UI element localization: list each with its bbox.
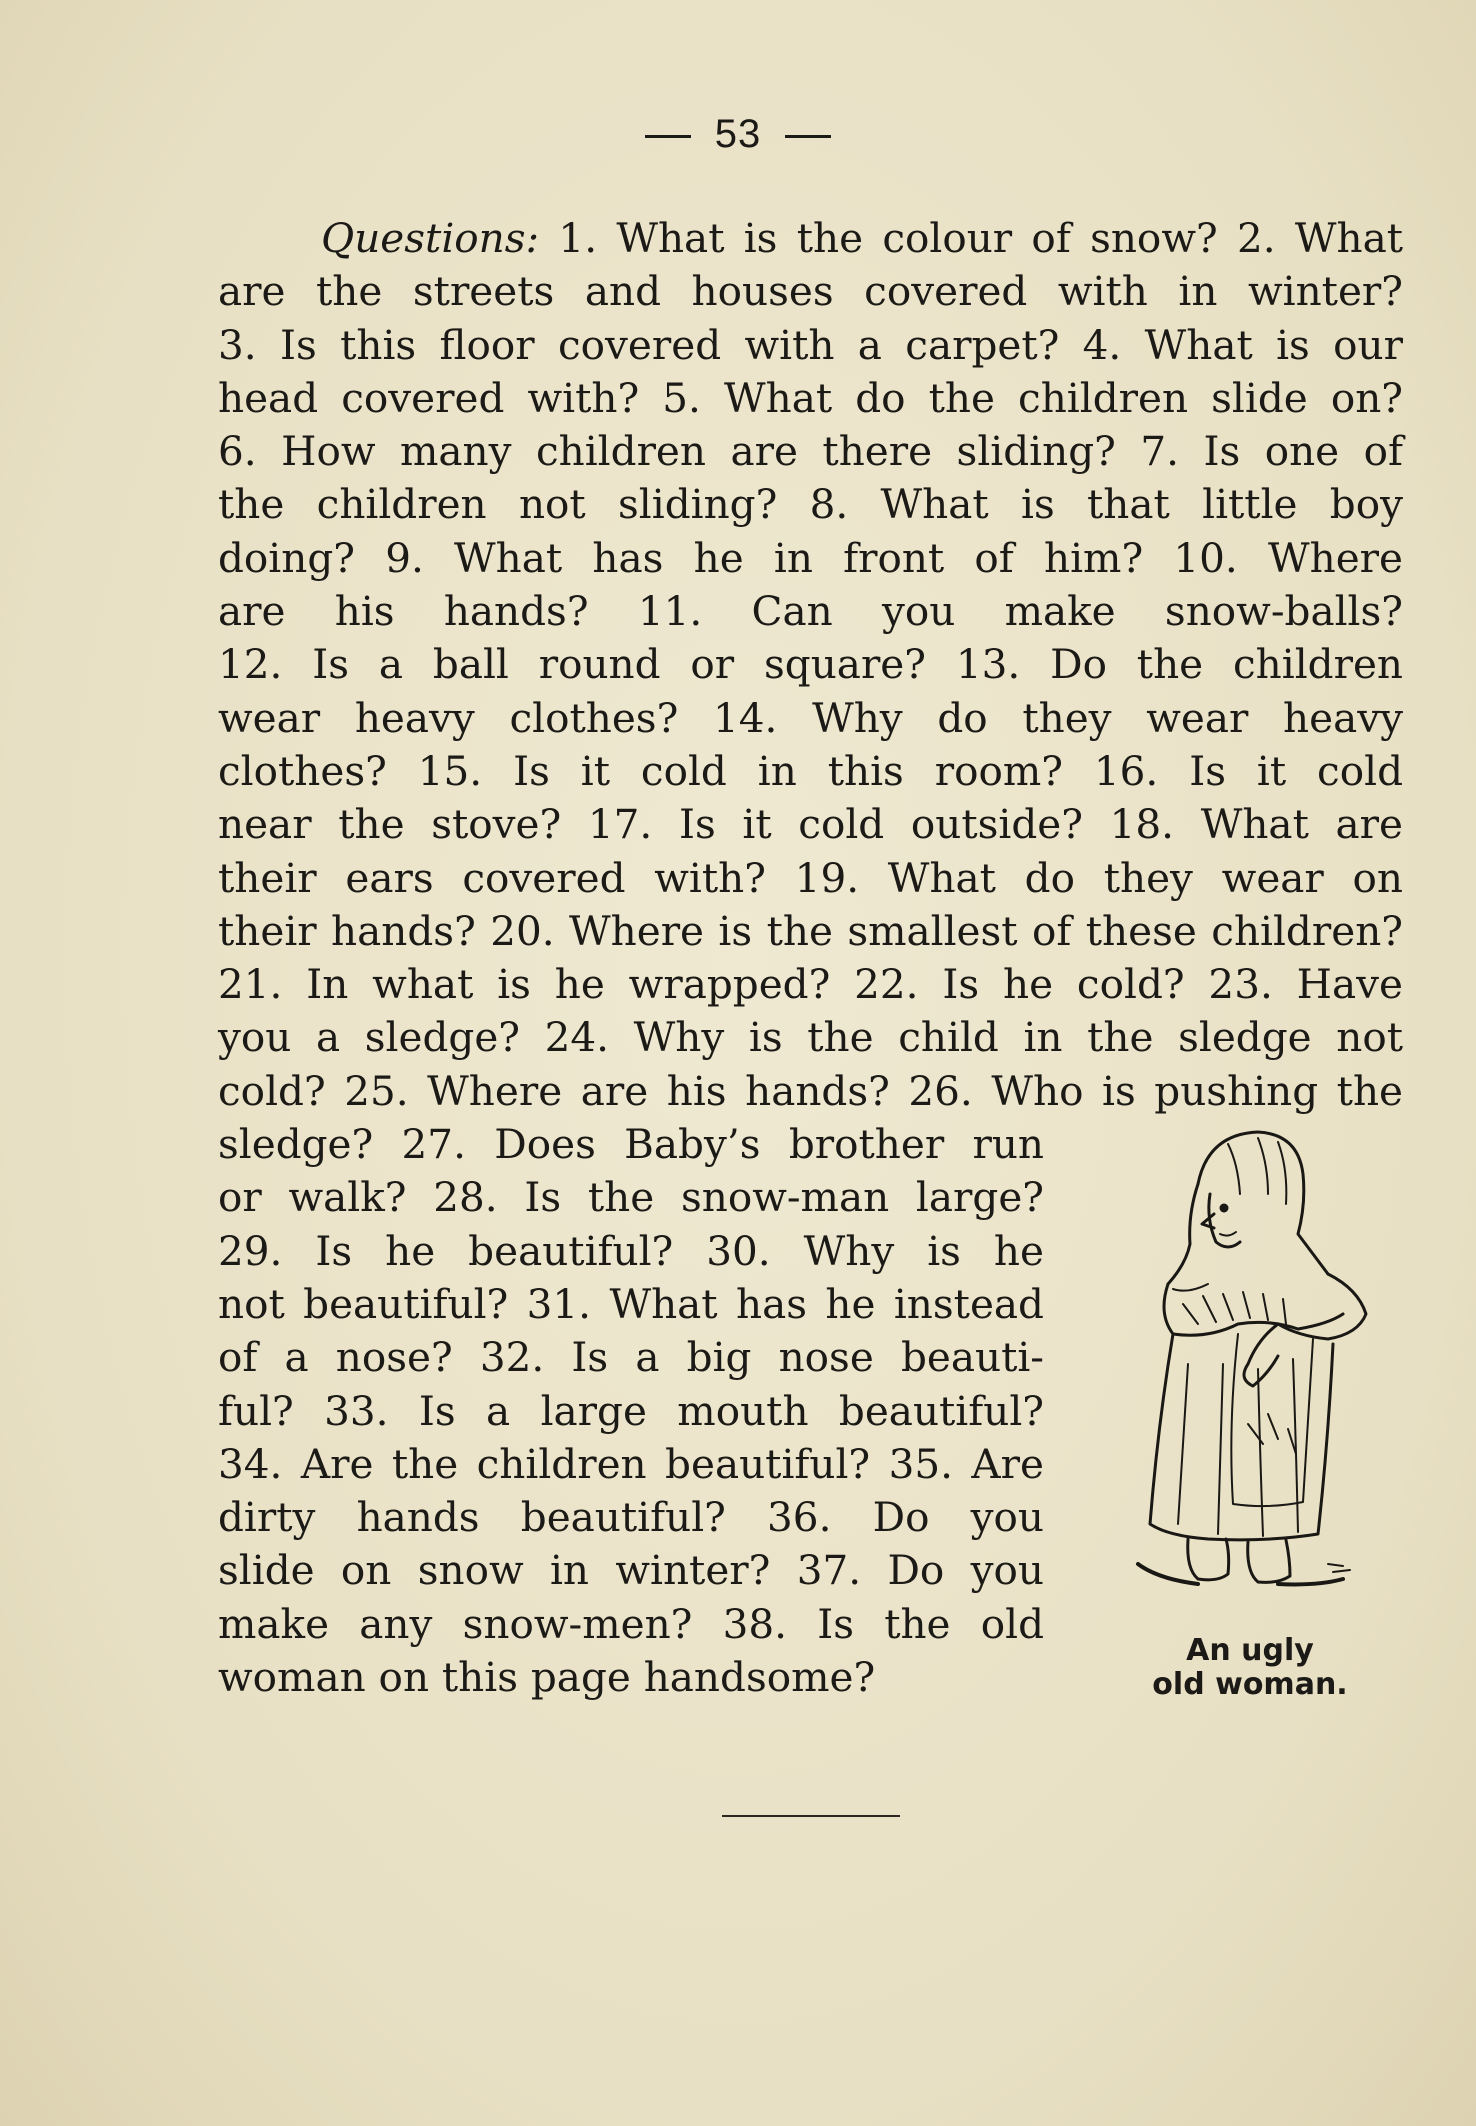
text-line: doing? 9. What has he in front of him? 10. Where bbox=[218, 533, 1403, 582]
text-line: the children not sliding? 8. What is that little boy bbox=[218, 480, 1403, 529]
text-line: 6. How many children are there sliding? 7. Is one of bbox=[218, 427, 1403, 476]
text-line: sledge? 27. Does Baby’s brother run bbox=[218, 1120, 1044, 1169]
text-line: of a nose? 32. Is a big nose beauti- bbox=[218, 1333, 1044, 1382]
figure-caption bbox=[1100, 1634, 1400, 1702]
text-line: 3. Is this floor covered with a carpet? 4. What is our bbox=[218, 320, 1403, 369]
text-line: or walk? 28. Is the snow-man large? bbox=[218, 1173, 1044, 1222]
text-line: woman on this page handsome? bbox=[218, 1653, 876, 1702]
dash-left bbox=[645, 135, 691, 138]
page-number-value: 53 bbox=[714, 112, 762, 156]
text-line: their ears covered with? 19. What do they wear on bbox=[218, 853, 1403, 902]
text-line: their hands? 20. Where is the smallest of these children? bbox=[218, 906, 1403, 955]
text-line: 29. Is he beautiful? 30. Why is he bbox=[218, 1226, 1044, 1275]
text-line: Questions: 1. What is the colour of snow? 2. What bbox=[321, 214, 1403, 262]
text-line: are the streets and houses covered with in winter? bbox=[218, 267, 1403, 316]
text-line: ful? 33. Is a large mouth beautiful? bbox=[218, 1386, 1044, 1435]
text-line: wear heavy clothes? 14. Why do they wear heavy bbox=[218, 693, 1403, 742]
text-line: you a sledge? 24. Why is the child in the sledge not bbox=[218, 1013, 1403, 1062]
old-woman-drawing bbox=[1128, 1124, 1388, 1624]
caption-line-1: An ugly bbox=[1186, 1633, 1314, 1668]
text-line: cold? 25. Where are his hands? 26. Who is pushing the bbox=[218, 1066, 1403, 1115]
text-line: head covered with? 5. What do the children slide on? bbox=[218, 373, 1403, 422]
text-line: near the stove? 17. Is it cold outside? 18. What are bbox=[218, 800, 1403, 849]
text-line: not beautiful? 31. What has he instead bbox=[218, 1279, 1044, 1328]
caption-line-2: old woman. bbox=[1152, 1667, 1348, 1702]
text-line: dirty hands beautiful? 36. Do you bbox=[218, 1493, 1044, 1542]
dash-right bbox=[785, 135, 831, 138]
old-woman-illustration bbox=[1118, 1124, 1388, 1624]
text-line: 12. Is a ball round or square? 13. Do the children bbox=[218, 640, 1403, 689]
text-line: slide on snow in winter? 37. Do you bbox=[218, 1546, 1044, 1595]
text-line: are his hands? 11. Can you make snow-balls? bbox=[218, 587, 1403, 636]
page-number bbox=[0, 112, 1476, 157]
text-line: 34. Are the children beautiful? 35. Are bbox=[218, 1439, 1044, 1488]
text-line: clothes? 15. Is it cold in this room? 16. Is it cold bbox=[218, 746, 1403, 795]
text-line: 21. In what is he wrapped? 22. Is he cold? 23. Have bbox=[218, 960, 1403, 1009]
questions-label: Questions: bbox=[321, 214, 540, 262]
end-rule bbox=[722, 1815, 900, 1817]
text-line: make any snow-men? 38. Is the old bbox=[218, 1599, 1044, 1648]
